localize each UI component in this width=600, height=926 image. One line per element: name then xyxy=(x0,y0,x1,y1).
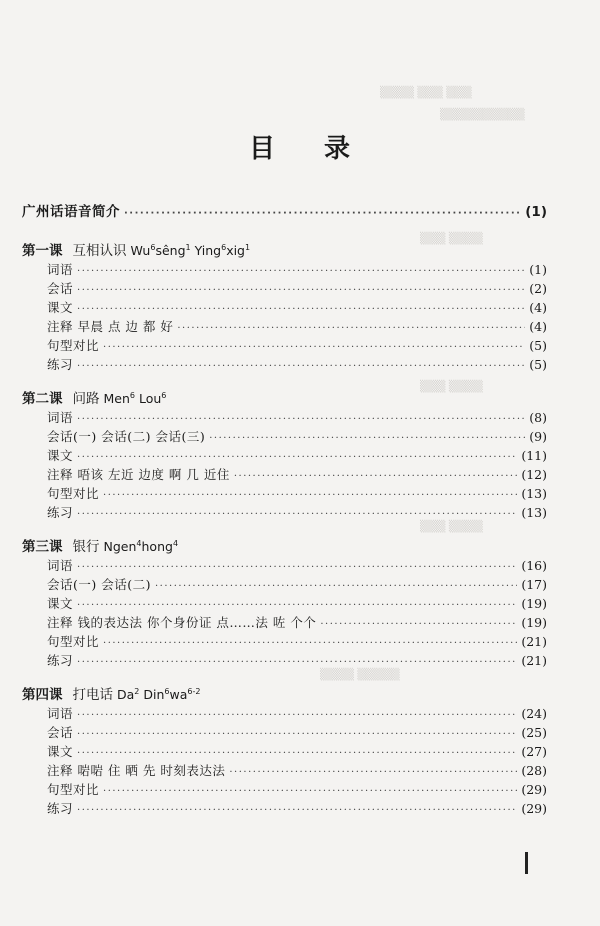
lesson-heading[interactable] xyxy=(22,535,547,556)
lesson-list xyxy=(22,239,547,818)
dot-leader xyxy=(103,786,517,797)
dot-leader xyxy=(209,433,525,444)
entry-page: (25) xyxy=(521,725,547,740)
dot-leader xyxy=(77,452,517,463)
entry-label: 注释 啱啱 住 晒 先 时刻表达法 xyxy=(47,763,226,778)
entry-label: 词语 xyxy=(47,706,74,721)
dot-leader xyxy=(77,285,525,296)
title-char: 录 xyxy=(324,134,352,164)
entry-label: 会话 xyxy=(47,725,74,740)
toc-entry[interactable] xyxy=(47,632,547,651)
entry-label: 会话 xyxy=(47,281,74,296)
dot-leader xyxy=(320,619,517,630)
entry-label: 练习 xyxy=(47,357,74,372)
lesson-number: 第四课 xyxy=(22,687,63,703)
entry-label: 词语 xyxy=(47,262,74,277)
dot-leader xyxy=(77,710,517,721)
toc-entry[interactable] xyxy=(47,317,547,336)
dot-leader xyxy=(77,562,517,573)
toc-entry[interactable] xyxy=(47,575,547,594)
page-number-mark xyxy=(525,852,528,874)
entry-page: (17) xyxy=(521,577,547,592)
entry-label: 句型对比 xyxy=(47,486,100,501)
dot-leader xyxy=(124,208,521,219)
toc-entry[interactable] xyxy=(47,465,547,484)
entry-page: (29) xyxy=(521,801,547,816)
entry-page: (4) xyxy=(529,319,547,334)
entry-page: (27) xyxy=(521,744,547,759)
dot-leader xyxy=(103,638,517,649)
entry-page: (9) xyxy=(529,429,547,444)
dot-leader xyxy=(103,342,525,353)
toc-entry[interactable] xyxy=(47,484,547,503)
toc-entry[interactable] xyxy=(47,780,547,799)
entry-label: 词语 xyxy=(47,410,74,425)
entry-label: 注释 唔该 左近 边度 啊 几 近住 xyxy=(47,467,230,482)
entry-label: 课文 xyxy=(47,300,74,315)
lesson-number: 第一课 xyxy=(22,243,63,259)
dot-leader xyxy=(229,767,517,778)
entry-label: 会话(一) 会话(二) xyxy=(47,577,151,592)
entry-page: (16) xyxy=(521,558,547,573)
entry-page: (5) xyxy=(529,338,547,353)
entry-page: (8) xyxy=(529,410,547,425)
dot-leader xyxy=(155,581,517,592)
dot-leader xyxy=(77,266,525,277)
lesson-pinyin: Ngen$^4$hong$^4$ xyxy=(103,538,179,554)
dot-leader xyxy=(77,304,525,315)
dot-leader xyxy=(77,657,517,668)
lesson-block xyxy=(22,387,547,522)
toc-entry[interactable] xyxy=(47,651,547,670)
entry-page: (21) xyxy=(521,634,547,649)
entry-label: 句型对比 xyxy=(47,338,100,353)
toc-entry[interactable] xyxy=(47,556,547,575)
dot-leader xyxy=(177,323,525,334)
dot-leader xyxy=(77,361,525,372)
toc-intro-entry[interactable] xyxy=(22,200,547,222)
dot-leader xyxy=(77,600,517,611)
title-char: 目 xyxy=(248,134,276,164)
toc-entry[interactable] xyxy=(47,355,547,374)
entry-label: 课文 xyxy=(47,744,74,759)
dot-leader xyxy=(77,509,517,520)
entry-label: 练习 xyxy=(47,653,74,668)
entry-label: 词语 xyxy=(47,558,74,573)
entry-page: (4) xyxy=(529,300,547,315)
dot-leader xyxy=(77,805,517,816)
lesson-name: 问路 xyxy=(72,391,100,407)
entry-label: 练习 xyxy=(47,505,74,520)
bleed-through: ▒▒▒▒ ▒▒▒ ▒▒▒ xyxy=(380,86,472,99)
entry-page: (12) xyxy=(521,467,547,482)
entry-label: 句型对比 xyxy=(47,782,100,797)
entry-label: 课文 xyxy=(47,448,74,463)
lesson-heading[interactable] xyxy=(22,387,547,408)
entry-page: (1) xyxy=(529,262,547,277)
entry-page: (5) xyxy=(529,357,547,372)
entry-page: (21) xyxy=(521,653,547,668)
entry-label: 注释 早晨 点 边 都 好 xyxy=(47,319,174,334)
lesson-block xyxy=(22,683,547,818)
entry-page: (11) xyxy=(521,448,547,463)
toc-entry[interactable] xyxy=(47,742,547,761)
entry-page: (1) xyxy=(525,204,547,220)
entry-page: (28) xyxy=(521,763,547,778)
toc-entry[interactable] xyxy=(47,446,547,465)
dot-leader xyxy=(234,471,517,482)
toc-entry[interactable] xyxy=(47,799,547,818)
toc-entry[interactable] xyxy=(47,336,547,355)
entry-page: (19) xyxy=(521,596,547,611)
bleed-through: ▒▒▒ ▒▒▒▒ xyxy=(420,232,483,245)
lesson-pinyin: Men$^6$ Lou$^6$ xyxy=(103,390,167,406)
dot-leader xyxy=(77,414,525,425)
lesson-number: 第三课 xyxy=(22,539,63,555)
dot-leader xyxy=(103,490,517,501)
entry-page: (19) xyxy=(521,615,547,630)
lesson-number: 第二课 xyxy=(22,391,63,407)
toc-entry[interactable] xyxy=(47,427,547,446)
entry-page: (24) xyxy=(521,706,547,721)
toc-entry[interactable] xyxy=(47,279,547,298)
bleed-through: ▒▒▒ ▒▒▒▒ xyxy=(420,380,483,393)
page-title xyxy=(0,128,600,165)
toc-entry[interactable] xyxy=(47,704,547,723)
entry-label: 练习 xyxy=(47,801,74,816)
entry-label: 会话(一) 会话(二) 会话(三) xyxy=(47,429,206,444)
toc-entry[interactable] xyxy=(47,298,547,317)
lesson-block xyxy=(22,239,547,374)
dot-leader xyxy=(77,748,517,759)
toc-entry[interactable] xyxy=(47,408,547,427)
entry-page: (29) xyxy=(521,782,547,797)
entry-page: (13) xyxy=(521,486,547,501)
lesson-block xyxy=(22,535,547,670)
entry-label: 广州话语音简介 xyxy=(22,204,120,220)
entry-page: (2) xyxy=(529,281,547,296)
lesson-pinyin: Wu$^6$sêng$^1$ Ying$^6$xig$^1$ xyxy=(130,242,251,258)
toc-entry[interactable] xyxy=(47,503,547,522)
entry-label: 注释 钱的表达法 你个身份证 点……法 咗 个个 xyxy=(47,615,317,630)
lesson-name: 打电话 xyxy=(72,687,113,703)
toc-entry[interactable] xyxy=(47,594,547,613)
toc-entry[interactable] xyxy=(47,260,547,279)
table-of-contents xyxy=(22,200,547,831)
toc-entry[interactable] xyxy=(47,761,547,780)
toc-entry[interactable] xyxy=(47,613,547,632)
toc-entry[interactable] xyxy=(47,723,547,742)
lesson-name: 银行 xyxy=(72,539,100,555)
bleed-through: ▒▒▒▒▒▒▒▒▒▒ xyxy=(440,108,525,121)
entry-label: 课文 xyxy=(47,596,74,611)
entry-label: 句型对比 xyxy=(47,634,100,649)
bleed-through: ▒▒▒▒ ▒▒▒▒▒ xyxy=(320,668,400,681)
lesson-pinyin: Da$^2$ $Din^6wa^{6-2}$ xyxy=(117,686,201,702)
dot-leader xyxy=(77,729,517,740)
bleed-through: ▒▒▒ ▒▒▒▒ xyxy=(420,520,483,533)
lesson-heading[interactable] xyxy=(22,683,547,704)
entry-page: (13) xyxy=(521,505,547,520)
lesson-heading[interactable] xyxy=(22,239,547,260)
lesson-name: 互相认识 xyxy=(72,243,127,259)
